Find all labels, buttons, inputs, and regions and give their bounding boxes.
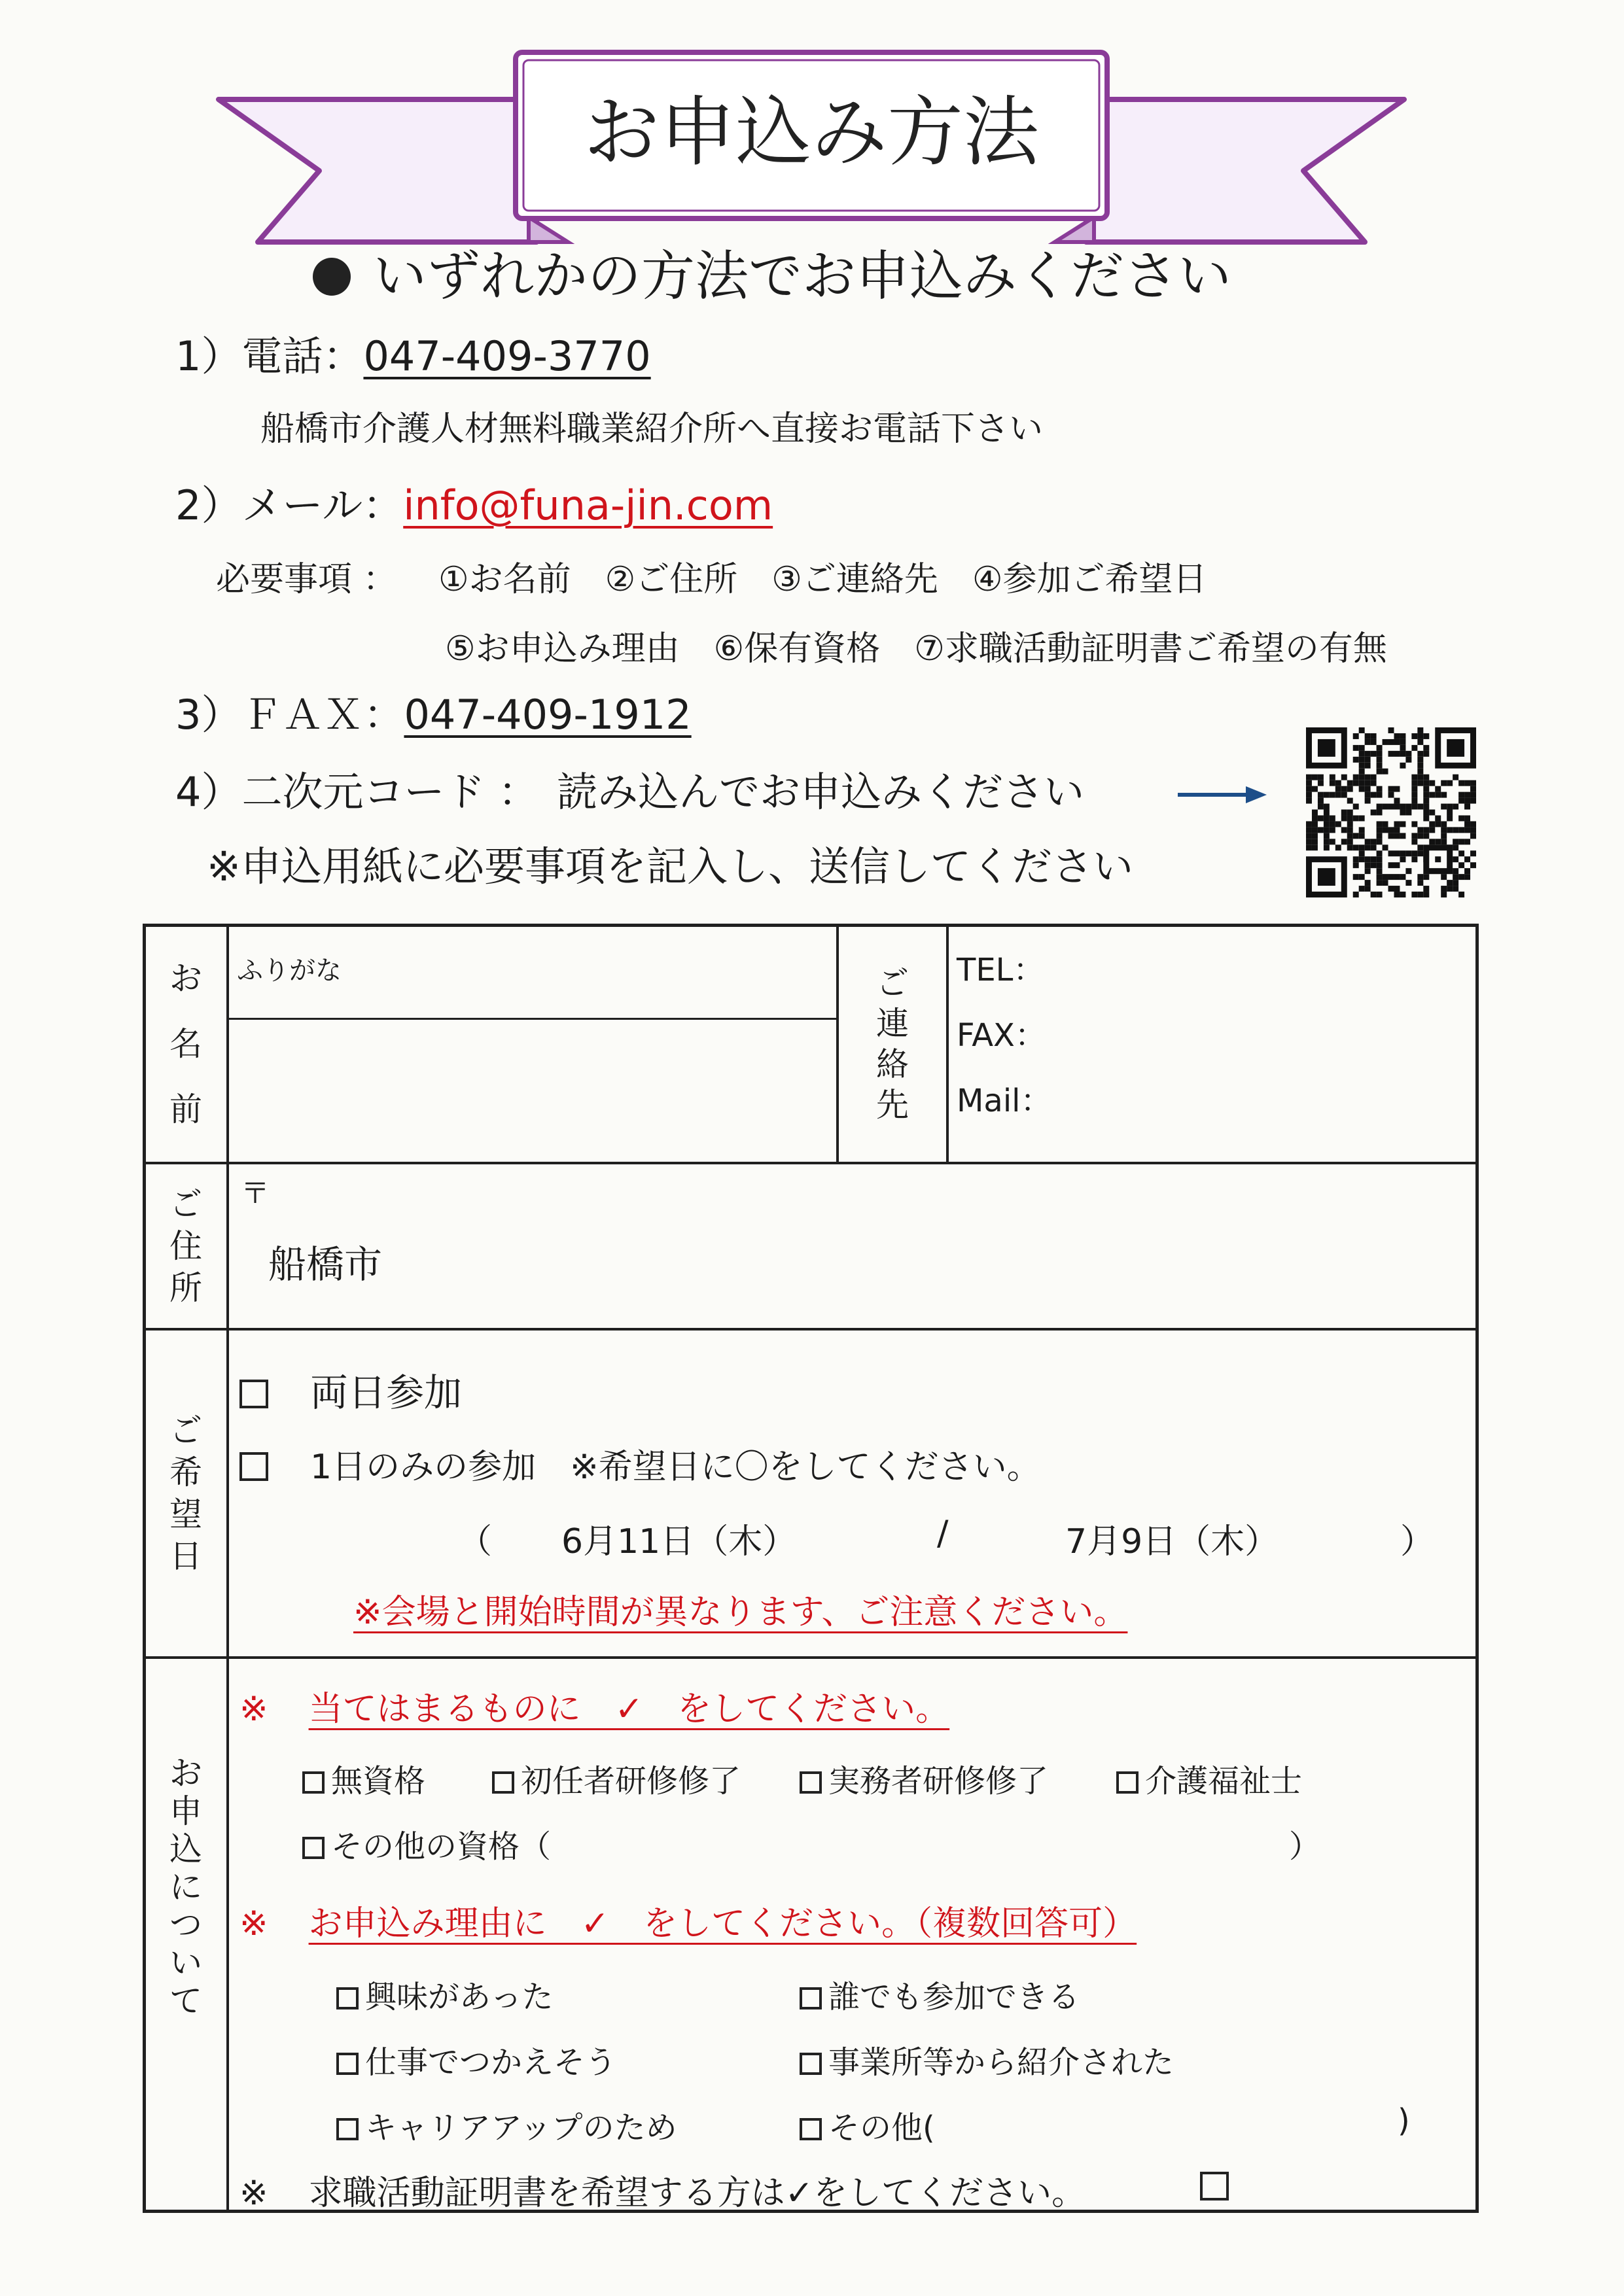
apply-label bbox=[145, 1659, 226, 2210]
address-label-1: ご bbox=[169, 1185, 202, 1223]
one-day-option bbox=[239, 1439, 1041, 1488]
date-choice-close: ） bbox=[1400, 1522, 1435, 1561]
date-label-1: ご bbox=[169, 1412, 202, 1450]
reason-heading bbox=[239, 1896, 1137, 1945]
method-mail bbox=[175, 476, 773, 535]
subtitle bbox=[313, 241, 1231, 313]
qualification-option-2 bbox=[492, 1756, 741, 1801]
name-label bbox=[145, 926, 226, 1162]
reason-text-3: キャリアアップのため bbox=[365, 2110, 677, 2146]
tel-label: TEL： bbox=[957, 952, 1045, 988]
checkbox-icon[interactable] bbox=[800, 2118, 822, 2140]
phone-prefix: 1）電話： bbox=[175, 332, 364, 380]
checkbox-icon[interactable] bbox=[302, 1771, 325, 1794]
subtitle-text: いずれかの方法でお申込みください bbox=[373, 245, 1232, 307]
apply-label-7: て bbox=[169, 1982, 202, 2020]
contact-label-1: ご bbox=[876, 964, 909, 1002]
qr-instruction: 読み込んでお申込みください bbox=[557, 768, 1085, 816]
fax-number: 047-409-1912 bbox=[404, 691, 692, 739]
address-field[interactable] bbox=[380, 1210, 1466, 1315]
email-link[interactable]: info@funa-jin.com bbox=[403, 481, 773, 529]
checkbox-icon[interactable] bbox=[336, 2053, 359, 2075]
reason-option-5 bbox=[800, 2037, 1174, 2082]
apply-label-1: お bbox=[169, 1754, 202, 1792]
checkbox-icon[interactable] bbox=[800, 1987, 822, 2009]
reason-option-6 bbox=[800, 2102, 935, 2148]
date-warning: ※会場と開始時間が異なります、ご注意ください。 bbox=[353, 1593, 1128, 1632]
tel-field[interactable] bbox=[1073, 935, 1466, 988]
date-separator: / bbox=[937, 1514, 949, 1553]
postal-mark: 〒 bbox=[241, 1177, 270, 1210]
reason-heading-text: お申込み理由に ✓ をしてください。（複数回答可） bbox=[308, 1904, 1137, 1943]
checkbox-icon[interactable] bbox=[800, 2053, 822, 2075]
date-label-2: 希 bbox=[169, 1453, 202, 1491]
required-label: 必要事項 ： bbox=[216, 560, 397, 599]
qr-note: ※申込用紙に必要事項を記入し、送信してください bbox=[207, 843, 1133, 890]
checkbox-icon[interactable] bbox=[800, 1771, 822, 1794]
required-line-2: ⑤お申込み理由 ⑥保有資格 ⑦求職活動証明書ご希望の有無 bbox=[445, 629, 1387, 669]
date-choice-open: （ bbox=[458, 1522, 493, 1561]
bullet-dot-icon bbox=[313, 258, 351, 296]
other-qualification-field[interactable] bbox=[569, 1821, 1276, 1860]
name-label-3: 前 bbox=[169, 1090, 202, 1128]
reason-text-4: 誰でも参加できる bbox=[828, 1979, 1080, 2015]
reason-other-close: ) bbox=[1398, 2102, 1410, 2139]
checkbox-icon[interactable] bbox=[492, 1771, 514, 1794]
reason-option-1 bbox=[336, 1972, 554, 2017]
reason-other-field[interactable] bbox=[962, 2102, 1387, 2142]
page-title: お申込み方法 bbox=[584, 88, 1039, 177]
contact-label-4: 先 bbox=[876, 1086, 909, 1124]
other-qualification-option bbox=[302, 1821, 551, 1866]
furigana-label: ふりがな bbox=[237, 956, 342, 986]
qual-heading-mark: ※ bbox=[239, 1690, 268, 1729]
cert-text: 求職活動証明書を希望する方は✓をしてください。 bbox=[308, 2174, 1086, 2213]
certificate-request bbox=[239, 2165, 1086, 2214]
phone-note: 船橋市介護人材無料職業紹介所へ直接お電話下さい bbox=[260, 409, 1044, 449]
apply-label-3: 込 bbox=[169, 1830, 202, 1868]
address-label bbox=[145, 1164, 226, 1328]
right-arrow-icon bbox=[1178, 786, 1267, 802]
qualification-text-1: 無資格 bbox=[331, 1763, 426, 1800]
qualification-text-3: 実務者研修修了 bbox=[828, 1763, 1049, 1800]
qualification-option-1 bbox=[302, 1756, 425, 1801]
qualification-option-3 bbox=[800, 1756, 1048, 1801]
qualification-option-4 bbox=[1116, 1756, 1302, 1801]
checkbox-icon[interactable] bbox=[336, 1987, 359, 2009]
method-fax bbox=[175, 686, 692, 744]
qual-heading-text: 当てはまるものに ✓ をしてください。 bbox=[308, 1690, 950, 1729]
one-day-checkbox[interactable] bbox=[239, 1452, 268, 1481]
cert-mark: ※ bbox=[239, 2174, 268, 2213]
both-days-checkbox[interactable] bbox=[239, 1380, 268, 1408]
reason-option-3 bbox=[336, 2102, 677, 2148]
method-qr bbox=[175, 763, 1084, 822]
date-option-2[interactable]: 7月9日（木） bbox=[1065, 1522, 1279, 1561]
qr-code-icon[interactable] bbox=[1306, 727, 1476, 897]
reason-text-1: 興味があった bbox=[365, 1979, 554, 2015]
reason-heading-mark: ※ bbox=[239, 1904, 268, 1943]
qualification-text-4: 介護福祉士 bbox=[1145, 1763, 1303, 1800]
name-label-1: お bbox=[169, 960, 202, 998]
city-text: 船橋市 bbox=[268, 1242, 383, 1287]
apply-label-4: に bbox=[169, 1868, 202, 1906]
mail-field[interactable] bbox=[1073, 1066, 1466, 1119]
address-label-2: 住 bbox=[169, 1227, 202, 1265]
both-days-option bbox=[239, 1362, 462, 1417]
both-days-text: 両日参加 bbox=[310, 1370, 463, 1415]
address-label-3: 所 bbox=[169, 1269, 202, 1307]
checkbox-icon[interactable] bbox=[336, 2118, 359, 2140]
contact-label-3: 絡 bbox=[876, 1045, 909, 1083]
other-qual-close: ） bbox=[1289, 1828, 1321, 1865]
fax-label: FAX： bbox=[957, 1017, 1046, 1054]
apply-label-5: つ bbox=[169, 1906, 202, 1944]
fax-prefix: 3）ＦＡＸ： bbox=[175, 691, 404, 739]
reason-option-4 bbox=[800, 1972, 1080, 2017]
fax-field[interactable] bbox=[1073, 1001, 1466, 1053]
reason-option-2 bbox=[336, 2037, 616, 2082]
date-label-3: 望 bbox=[169, 1495, 202, 1533]
qr-prefix: 4）二次元コード ： bbox=[175, 768, 539, 816]
qualification-text-2: 初任者研修修了 bbox=[521, 1763, 741, 1800]
date-option-1[interactable]: 6月11日（木） bbox=[561, 1522, 797, 1561]
contact-label-2: 連 bbox=[876, 1005, 909, 1043]
reason-text-6: その他( bbox=[828, 2110, 935, 2146]
contact-label bbox=[839, 926, 946, 1162]
furigana-field[interactable] bbox=[229, 929, 835, 1017]
required-line-1: ①お名前 ②ご住所 ③ご連絡先 ④参加ご希望日 bbox=[438, 560, 1207, 599]
one-day-text: 1日のみの参加 ※希望日に〇をしてください。 bbox=[310, 1448, 1041, 1487]
date-label bbox=[145, 1331, 226, 1656]
apply-label-2: 申 bbox=[169, 1792, 202, 1830]
other-qual-text: その他の資格（ bbox=[331, 1828, 552, 1865]
mail-label: Mail： bbox=[957, 1083, 1052, 1119]
reason-text-2: 仕事でつかえそう bbox=[365, 2044, 617, 2081]
checkbox-icon[interactable] bbox=[302, 1837, 325, 1859]
apply-label-6: い bbox=[169, 1944, 202, 1982]
phone-number-link[interactable]: 047-409-3770 bbox=[363, 332, 651, 380]
certificate-checkbox[interactable] bbox=[1200, 2172, 1229, 2200]
method-phone bbox=[175, 327, 651, 386]
checkbox-icon[interactable] bbox=[1116, 1771, 1139, 1794]
name-label-2: 名 bbox=[169, 1025, 202, 1063]
qualification-heading bbox=[239, 1681, 949, 1730]
reason-text-5: 事業所等から紹介された bbox=[828, 2044, 1174, 2081]
mail-prefix: 2）メール： bbox=[175, 481, 404, 529]
date-label-4: 日 bbox=[169, 1537, 202, 1575]
name-field[interactable] bbox=[229, 1020, 835, 1160]
